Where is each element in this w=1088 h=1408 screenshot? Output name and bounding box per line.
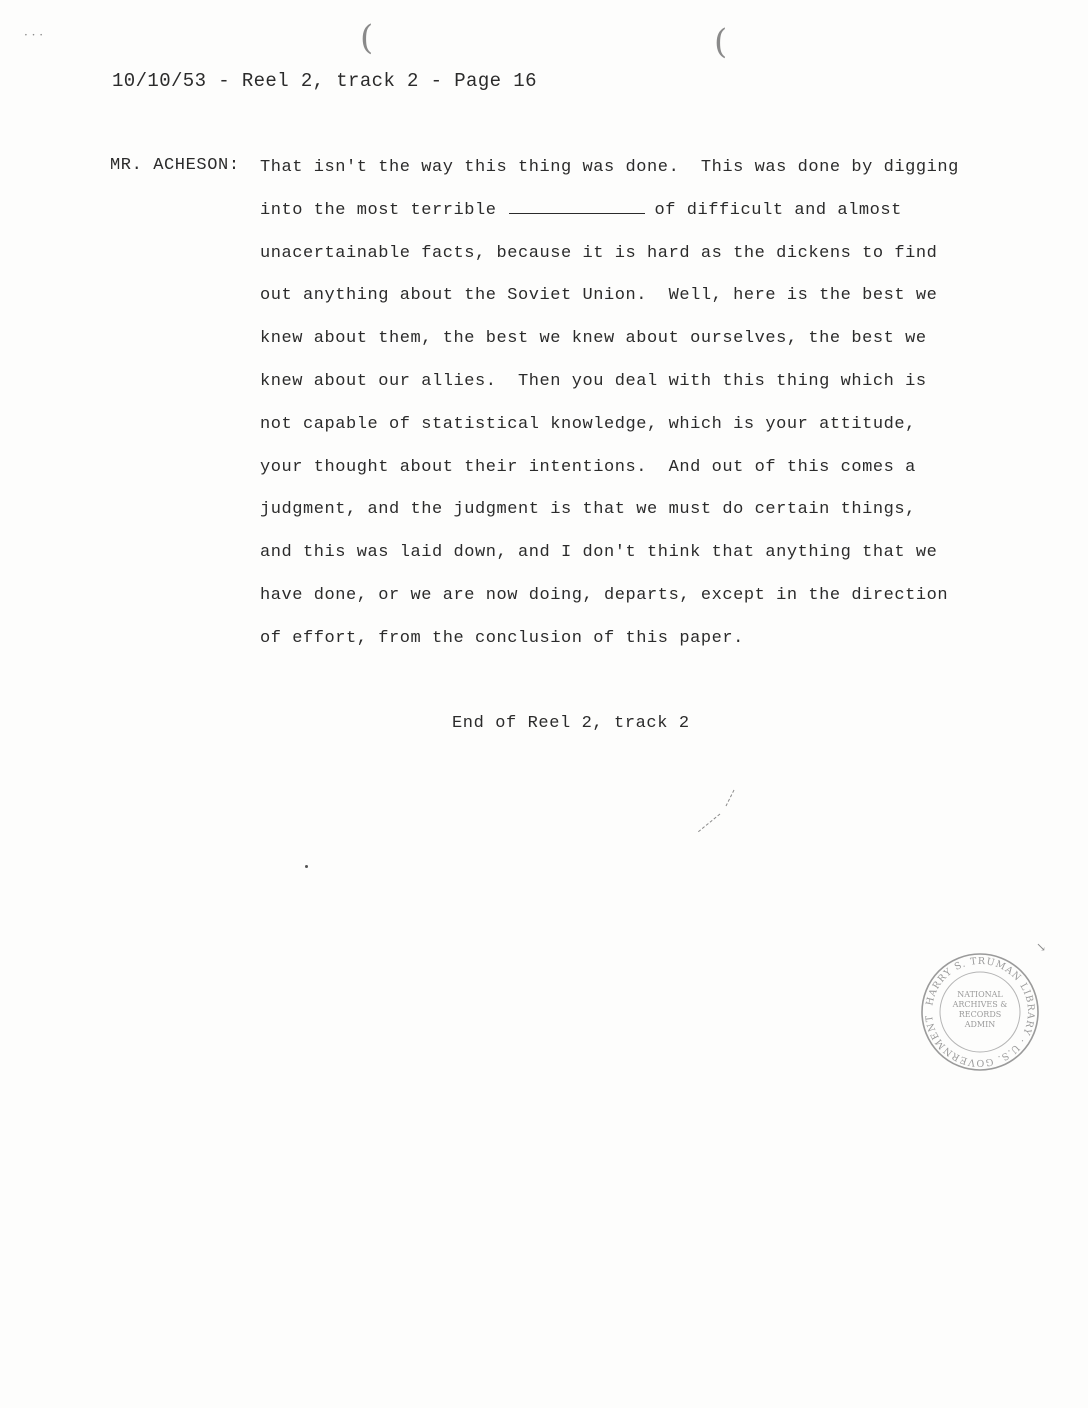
page-header: 10/10/53 - Reel 2, track 2 - Page 16 — [112, 70, 537, 92]
transcript-line-part: of difficult and almost — [654, 200, 902, 220]
ink-dot — [305, 865, 308, 868]
speaker-label: MR. ACHESON: — [110, 156, 240, 175]
transcript-line: That isn't the way this thing was done. This was done by digging — [260, 158, 959, 177]
transcript-line: and this was laid down, and I don't think that anything that we — [260, 543, 938, 563]
blank-rule — [509, 199, 645, 214]
scan-speck-corner: · · · — [24, 28, 44, 42]
transcript-line: out anything about the Soviet Union. Well, here is the best we — [260, 286, 938, 306]
stamp-outer-text: HARRY S. TRUMAN LIBRARY · U.S. GOVERNMENT — [923, 955, 1037, 1069]
truman-library-stamp-icon — [918, 950, 1042, 1074]
transcript-line: unacertainable facts, because it is hard as the dickens to find — [260, 243, 938, 263]
transcript-line: your thought about their intentions. And out of this comes a — [260, 457, 916, 477]
transcript-body — [260, 156, 980, 670]
transcript-line: not capable of statistical knowledge, which is your attitude, — [260, 414, 916, 434]
transcript-line: of effort, from the conclusion of this paper. — [260, 628, 744, 648]
end-of-reel-note: End of Reel 2, track 2 — [452, 714, 690, 733]
transcript-line-part: into the most terrible — [260, 200, 497, 220]
transcript-line-with-blank — [260, 199, 980, 242]
transcript-line: knew about our allies. Then you deal with this thing which is — [260, 371, 927, 391]
transcript-line: knew about them, the best we knew about ourselves, the best we — [260, 329, 927, 349]
scan-mark-left: ( — [360, 18, 374, 58]
transcript-line: judgment, and the judgment is that we must do certain things, — [260, 500, 916, 520]
pencil-mark — [690, 786, 740, 836]
transcript-line: have done, or we are now doing, departs, except in the direction — [260, 585, 949, 605]
scan-mark-right: ( — [714, 22, 728, 62]
stamp-scratch-mark: ↘ — [1036, 940, 1047, 954]
stamp-inner-text: NATIONAL ARCHIVES & RECORDS ADMIN — [952, 990, 1008, 1029]
